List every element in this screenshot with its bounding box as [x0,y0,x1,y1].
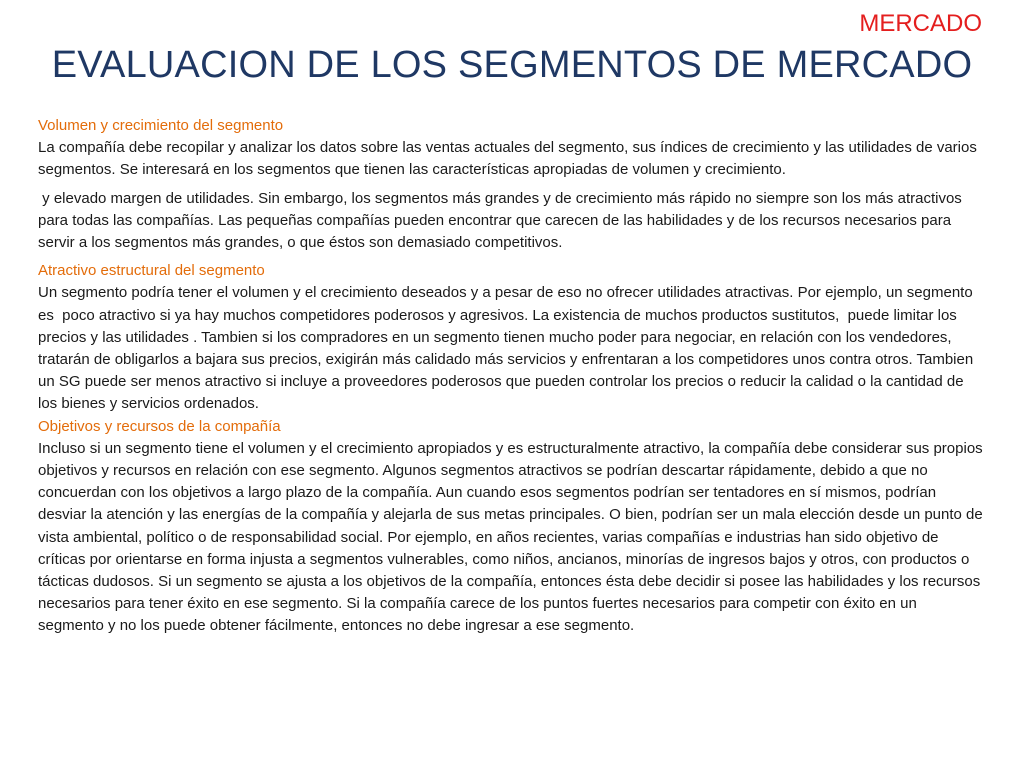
slide-content [38,115,986,638]
corner-label: MERCADO [859,10,982,37]
section-body: Incluso si un segmento tiene el volumen y el crecimiento apropiados y es estructuralmente atractivo, la compañía debe considerar sus propios objetivos y recursos en relación con ese segmento. Algunos segmentos atractivos se podrían descartar rápidamente, debido a que no concuerdan con los objetivos a largo plazo de la compañía. Aun cuando esos segmentos podrían ser tentadores en sí mismos, podrían desviar la atención y las energías de la compañía y alejarla de sus metas principales. O bien, podrían ser un mala elección desde un punto de vista ambiental, político o de responsabilidad social. Por ejemplo, en años recientes, varias compañías e industrias han sido objetivo de críticas por orientarse en forma injusta a segmentos vulnerables, como niños, ancianos, minorías de ingresos bajos y otros, con productos o tácticas dudosos. Si un segmento se ajusta a los objetivos de la compañía, entonces ésta debe decidir si posee las habilidades y los recursos necesarios para tener éxito en ese segmento. Si la compañía carece de los puntos fuertes necesarios para competir con éxito en un segmento y no los puede obtener fácilmente, entonces no debe ingresar a ese segmento. [38,439,983,635]
section-heading: Objetivos y recursos de la compañía [38,417,281,435]
section-volumen-continued [38,188,986,255]
section-heading: Volumen y crecimiento del segmento [38,117,284,134]
section-heading: Atractivo estructural del segmento [38,262,265,280]
section-atractivo [38,260,986,415]
slide-title: EVALUACION DE LOS SEGMENTOS DE MERCADO [51,44,973,86]
section-body: y elevado margen de utilidades. Sin embargo, los segmentos más grandes y de crecimiento más rápido no siempre son los más atractivos para todas las compañías. Las pequeñas compañías pueden encontrar que carecen de las habilidades y de los recursos necesarios para servir a los segmentos más grandes, o que éstos son demasiado competitivos. [38,189,966,252]
section-objetivos [38,416,986,638]
section-volumen [38,115,986,182]
section-body: Un segmento podría tener el volumen y el crecimiento deseados y a pesar de eso no ofrecer utilidades atractivas. Por ejemplo, un segmento es poco atractivo si ya hay muchos competidores poderosos y agresivos. La existencia de muchos productos sustitutos, puede limitar los precios y las utilidades . Tambien si los compradores en un segmento tienen mucho poder para negociar, en relación con los vendedores, tratarán de obligarlos a bajara sus precios, exigirán más calidado más servicios y enfrentaran a los competidores unos contra otros. Tambien un SG puede ser menos atractivo si incluye a proveedores poderosos que pueden controlar los precios o reducir la calidad o la cantidad de los bienes y servicios ordenados. [38,284,978,413]
section-body: La compañía debe recopilar y analizar los datos sobre las ventas actuales del segmento, sus índices de crecimiento y las utilidades de varios segmentos. Se interesará en los segmentos que tienen las características apropiadas de volumen y crecimiento. [38,139,977,179]
